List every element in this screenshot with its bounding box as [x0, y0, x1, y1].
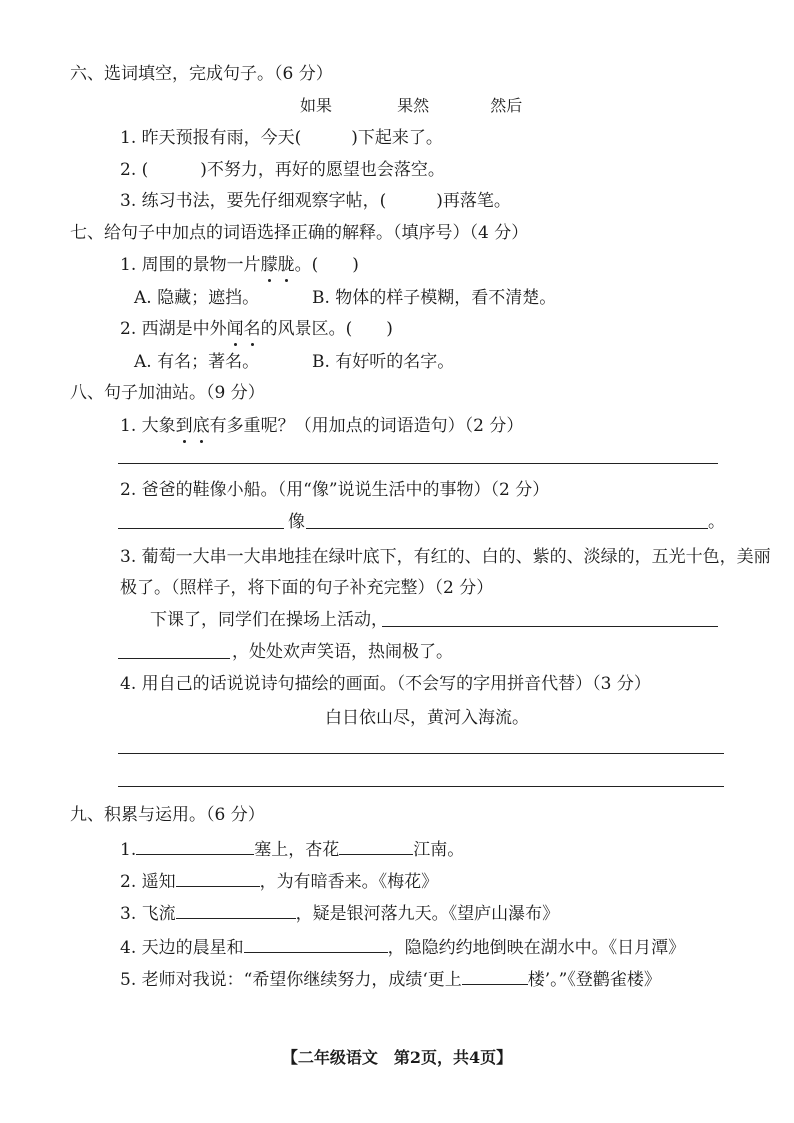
s9-q5-text: 5. 老师对我说：“希望你继续努力，成绩‘更上 — [120, 970, 462, 990]
s7-q1-option-b: B. 物体的样子模糊，看不清楚。 — [312, 288, 557, 308]
dotted-char: 胧 — [277, 255, 295, 275]
answer-blank[interactable] — [244, 934, 388, 953]
answer-line[interactable] — [118, 753, 724, 754]
s9-question-2 — [120, 868, 438, 894]
s9-question-1 — [120, 836, 464, 862]
word-option-1: 如果 — [300, 96, 333, 115]
s9-q3-text-end: ，疑是银河落九天。《望庐山瀑布》 — [295, 904, 560, 924]
s8-question-4: 4. 用自己的话说说诗句描绘的画面。（不会写的字用拼音代替）（3 分） — [120, 674, 651, 694]
section-9-heading: 九、积累与运用。（6 分） — [70, 805, 265, 825]
dotted-char: 朦 — [260, 255, 278, 275]
dotted-char: 底 — [192, 416, 210, 436]
s8-q2-period: 。 — [708, 512, 725, 532]
s9-question-5 — [120, 966, 661, 992]
s6-q1-text: 1. 昨天预报有雨，今天( — [120, 128, 302, 148]
s9-q4-text: 4. 天边的晨星和 — [120, 938, 244, 958]
s8-q1-text: 1. 大象 — [120, 416, 176, 436]
s7-q2-text: 2. 西湖是中外 — [120, 319, 227, 339]
s6-q2-text: 2. ( — [120, 160, 149, 180]
s9-q1-number: 1. — [120, 840, 137, 860]
s6-question-3 — [120, 189, 511, 213]
section-8-heading: 八、句子加油站。（9 分） — [70, 383, 265, 403]
s8-q2-connector: 像 — [288, 512, 305, 532]
s9-q1-text-end: 江南。 — [413, 840, 465, 860]
answer-blank[interactable] — [339, 836, 413, 855]
dotted-char: 到 — [175, 416, 193, 436]
answer-line[interactable] — [118, 786, 724, 787]
word-option-3: 然后 — [490, 96, 523, 115]
dotted-char: 闻 — [226, 319, 244, 339]
s7-q2-option-a: A. 有名；著名。 — [134, 352, 260, 372]
s8-q3-fill-text-1: 下课了，同学们在操场上活动， — [150, 610, 388, 630]
s7-question-1 — [120, 253, 359, 277]
s8-question-2: 2. 爸爸的鞋像小船。（用“像”说说生活中的事物）（2 分） — [120, 480, 550, 500]
s8-question-3-line-2: 极了。（照样子，将下面的句子补充完整）（2 分） — [120, 578, 494, 598]
s9-q2-text: 2. 遥知 — [120, 872, 176, 892]
s6-q2-text-end: )不努力，再好的愿望也会落空。 — [200, 160, 445, 180]
s6-q1-text-end: )下起来了。 — [351, 128, 443, 148]
s9-q5-text-end: 楼’。”《登鹳雀楼》 — [527, 970, 661, 990]
s9-q2-text-end: ，为有暗香来。《梅花》 — [259, 872, 439, 892]
s8-q1-text-end: 有多重呢？（用加点的词语造句）（2 分） — [209, 416, 524, 436]
answer-blank[interactable] — [176, 868, 260, 887]
page-footer: 【二年级语文 第2页，共4页】 — [281, 1048, 513, 1067]
s6-q3-text-end: )再落笔。 — [436, 191, 511, 211]
answer-line[interactable] — [382, 626, 718, 627]
answer-blank[interactable] — [176, 900, 296, 919]
answer-blank[interactable] — [462, 966, 528, 985]
s8-q4-poem: 白日依山尽，黄河入海流。 — [325, 708, 529, 728]
s7-q2-text-end[interactable]: 的风景区。( ) — [260, 319, 393, 339]
answer-line[interactable] — [118, 658, 230, 659]
section-7-heading: 七、给句子中加点的词语选择正确的解释。（填序号）（4 分） — [70, 223, 529, 243]
answer-line[interactable] — [118, 528, 284, 529]
s8-question-3-line-1: 3. 葡萄一大串一大串地挂在绿叶底下，有红的、白的、紫的、淡绿的，五光十色，美丽 — [120, 547, 771, 567]
s7-q2-option-b: B. 有好听的名字。 — [312, 352, 455, 372]
s6-question-2 — [120, 158, 445, 182]
s9-q1-text: 塞上，杏花 — [254, 840, 340, 860]
s7-question-2 — [120, 317, 393, 341]
s9-question-3 — [120, 900, 559, 926]
section-6-heading: 六、选词填空，完成句子。（6 分） — [70, 64, 333, 84]
s7-q1-text-end[interactable]: 。( ) — [294, 255, 359, 275]
answer-blank[interactable] — [136, 836, 254, 855]
s7-q1-text: 1. 周围的景物一片 — [120, 255, 261, 275]
word-option-2: 果然 — [397, 96, 430, 115]
s8-question-1 — [120, 414, 523, 438]
s8-q3-fill-text-2: ，处处欢声笑语，热闹极了。 — [232, 642, 453, 662]
s9-q3-text: 3. 飞流 — [120, 904, 176, 924]
s6-q3-text: 3. 练习书法，要先仔细观察字帖，( — [120, 191, 387, 211]
s9-q4-text-end: ，隐隐约约地倒映在湖水中。《日月潭》 — [387, 938, 686, 958]
answer-line[interactable] — [306, 528, 708, 529]
s6-question-1 — [120, 126, 443, 150]
dotted-char: 名 — [243, 319, 261, 339]
answer-line[interactable] — [118, 463, 718, 464]
s7-q1-option-a: A. 隐藏；遮挡。 — [134, 288, 260, 308]
word-bank — [300, 94, 522, 118]
s9-question-4 — [120, 934, 685, 960]
